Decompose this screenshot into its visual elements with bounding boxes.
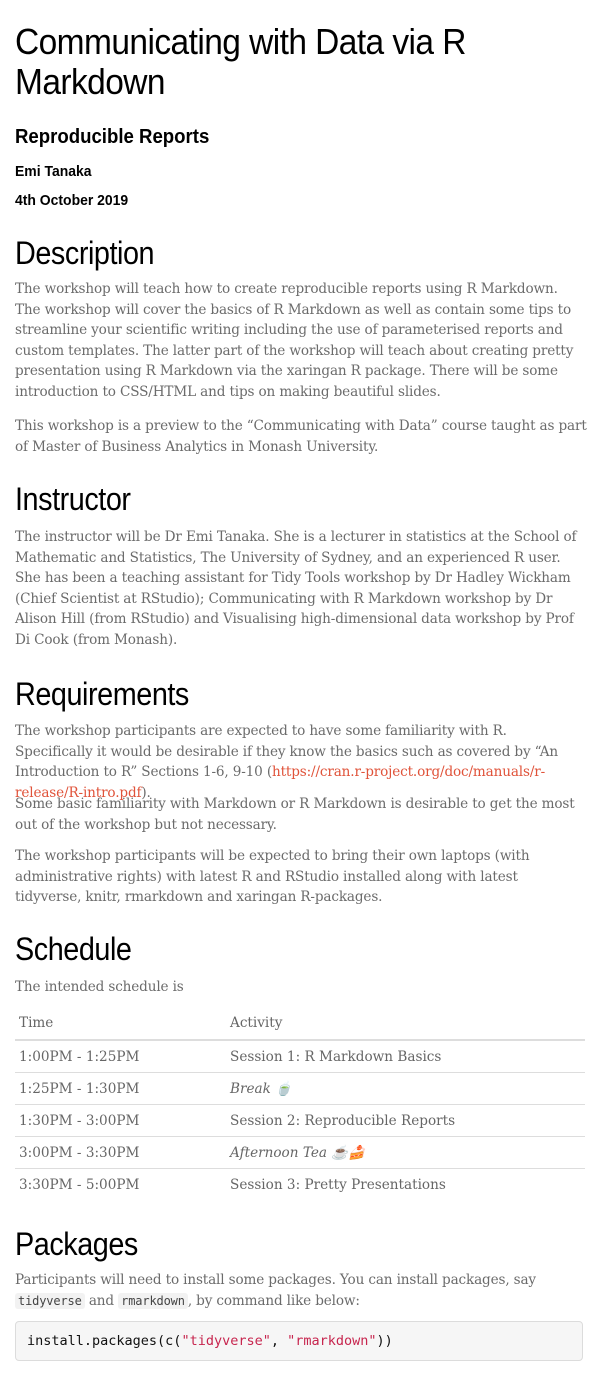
requirements-heading: Requirements bbox=[15, 676, 189, 712]
date: 4th October 2019 bbox=[15, 192, 129, 209]
instructor-heading: Instructor bbox=[15, 481, 131, 517]
requirements-paragraph-3: The workshop participants will be expected to bring their own laptops (with administrative rights) with latest R and RStudio installed along with latest tidyverse, knitr, rmarkdown and xaringan R-packages. bbox=[15, 848, 530, 905]
activity-cell: Afternoon Tea ☕🍰 bbox=[226, 1137, 585, 1169]
page-subtitle: Reproducible Reports bbox=[15, 126, 210, 148]
author: Emi Tanaka bbox=[15, 163, 92, 180]
inline-code-tidyverse: tidyverse bbox=[15, 1293, 85, 1309]
column-header-activity: Activity bbox=[226, 1006, 585, 1040]
install-code-block[interactable]: install.packages(c("tidyverse", "rmarkdown")) bbox=[15, 1321, 583, 1361]
table-row bbox=[15, 1073, 585, 1105]
inline-code-rmarkdown: rmarkdown bbox=[118, 1293, 188, 1309]
activity-cell: Session 3: Pretty Presentations bbox=[230, 1176, 446, 1193]
column-header-time: Time bbox=[15, 1006, 226, 1040]
time-cell: 1:25PM - 1:30PM bbox=[15, 1073, 226, 1105]
activity-cell: Session 1: R Markdown Basics bbox=[226, 1040, 585, 1073]
description-paragraph-2: This workshop is a preview to the “Communicating with Data” course taught as part of Master of Business Analytics in Monash University. bbox=[15, 418, 587, 455]
packages-heading: Packages bbox=[15, 1226, 138, 1262]
time-cell: 1:00PM - 1:25PM bbox=[15, 1040, 226, 1073]
description-paragraph-1: The workshop will teach how to create reproducible reports using R Markdown. The workshop will cover the basics of R Markdown as well as contain some tips to streamline your scientific writing including the use of parameterised reports and custom templates. The latter part of the workshop will teach about creating pretty presentation using R Markdown via the xaringan R package. There will be some introduction to CSS/HTML and tips on making beautiful slides. bbox=[15, 281, 574, 400]
time-cell: 3:30PM - 5:00PM bbox=[19, 1176, 140, 1193]
table-row bbox=[15, 1105, 585, 1137]
activity-cell: Session 2: Reproducible Reports bbox=[226, 1105, 585, 1137]
schedule-heading: Schedule bbox=[15, 931, 132, 967]
table-header-row bbox=[15, 1006, 585, 1040]
activity-cell: Break 🍵 bbox=[226, 1073, 585, 1105]
table-row bbox=[15, 1040, 585, 1073]
requirements-paragraph-2: Some basic familiarity with Markdown or R Markdown is desirable to get the most out of the workshop but not necessary. bbox=[15, 796, 575, 833]
requirements-paragraph-1: The workshop participants are expected to have some familiarity with R. Specifically it would be desirable if they know the basics such as covered by “An Introduction to R” Sections 1-6, 9-10 (https://cran.r-project.org/doc/manuals/r-release/R-intro.pdf). bbox=[15, 723, 558, 801]
r-intro-link[interactable]: https://cran.r-project.org/doc/manuals/r-release/R-intro.pdf bbox=[15, 764, 546, 801]
description-heading: Description bbox=[15, 235, 155, 271]
instructor-paragraph: The instructor will be Dr Emi Tanaka. She is a lecturer in statistics at the School of Mathematic and Statistics, The University of Sydney, and an experienced R user. She has been a teaching assistant for Tidy Tools workshop by Dr Hadley Wickham (Chief Scientist at RStudio); Communicating with R Markdown workshop by Dr Alison Hill (from RStudio) and Visualising high-dimensional data workshop by Prof Di Cook (from Monash). bbox=[15, 529, 577, 648]
time-cell: 3:00PM - 3:30PM bbox=[15, 1137, 226, 1169]
packages-intro: Participants will need to install some packages. You can install packages, say tidyverse and rmarkdown , by command like below: bbox=[15, 1272, 536, 1309]
schedule-intro: The intended schedule is bbox=[15, 979, 184, 995]
page-title: Communicating with Data via R Markdown bbox=[15, 21, 466, 102]
schedule-table bbox=[15, 1006, 585, 1200]
table-row bbox=[15, 1169, 585, 1201]
time-cell: 1:30PM - 3:00PM bbox=[15, 1105, 226, 1137]
table-row bbox=[15, 1137, 585, 1169]
